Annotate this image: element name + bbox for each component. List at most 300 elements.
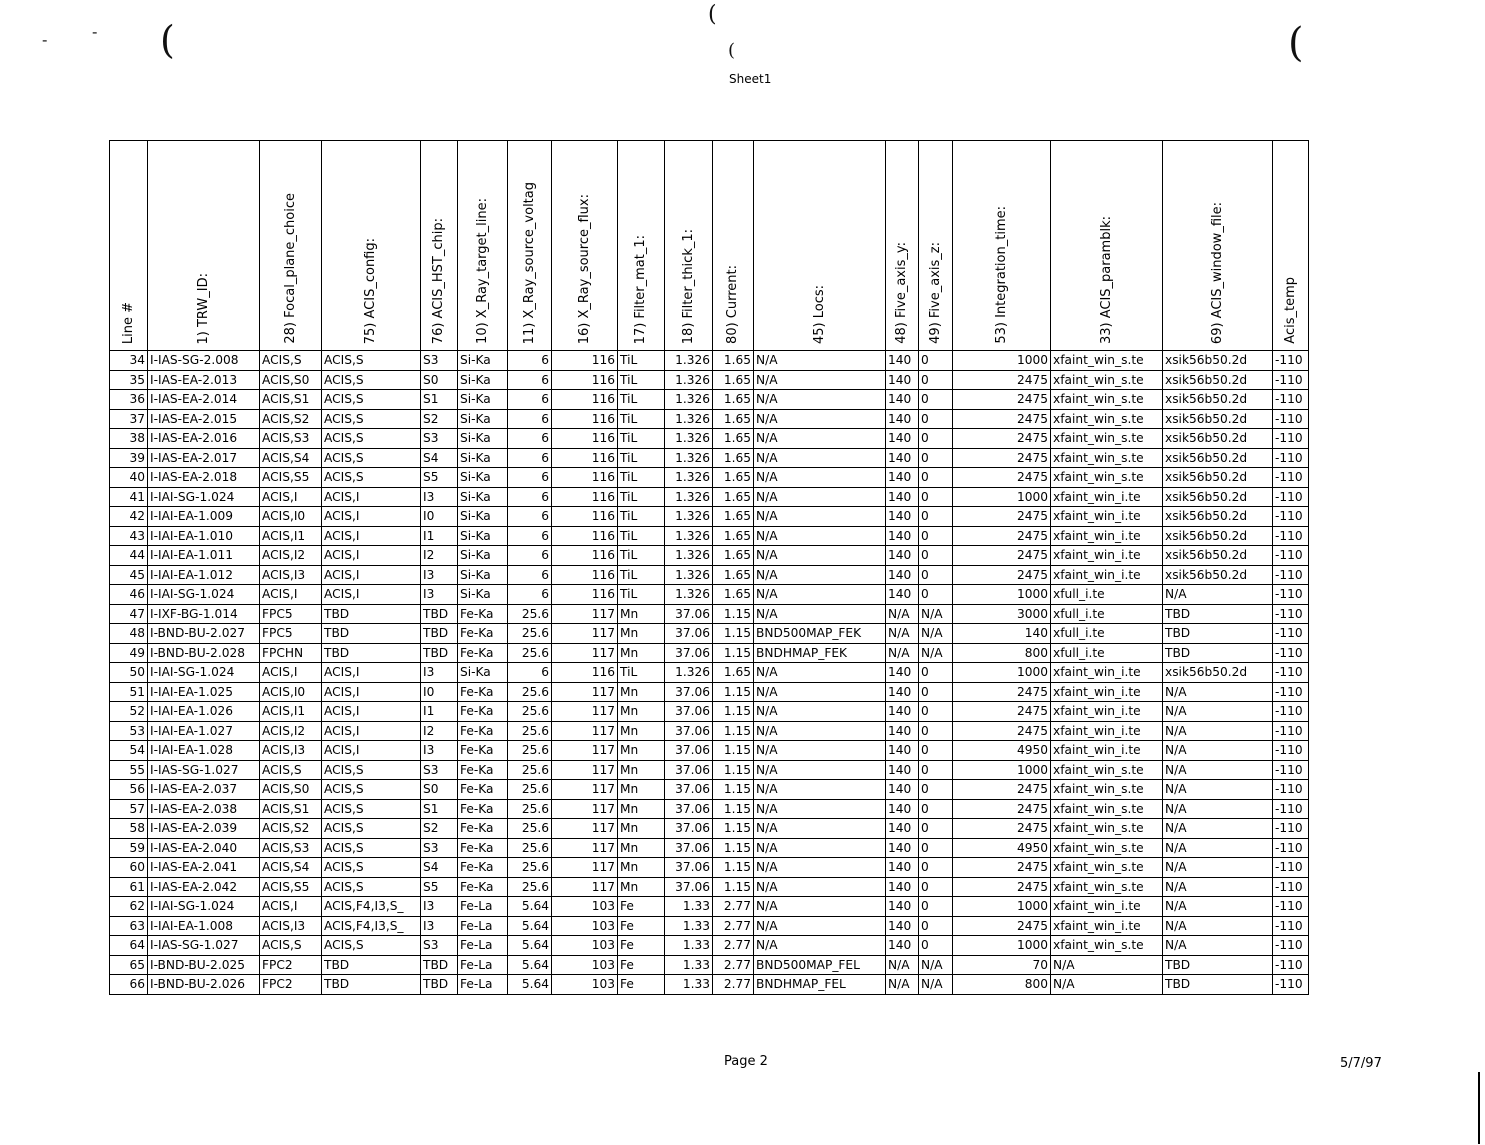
- table-cell: ACIS,I: [260, 585, 322, 605]
- table-cell: 117: [552, 838, 618, 858]
- table-cell: 6: [508, 370, 552, 390]
- table-cell: 140: [886, 741, 919, 761]
- table-cell: 41: [110, 487, 148, 507]
- table-cell: 25.6: [508, 702, 552, 722]
- table-cell: ACIS,I: [322, 565, 421, 585]
- table-cell: xfaint_win_i.te: [1051, 487, 1163, 507]
- table-cell: 1.326: [665, 585, 713, 605]
- table-cell: 140: [886, 760, 919, 780]
- table-cell: 55: [110, 760, 148, 780]
- table-cell: TiL: [618, 468, 665, 488]
- table-cell: Si-Ka: [458, 468, 508, 488]
- table-cell: 140: [886, 546, 919, 566]
- table-cell: xfull_i.te: [1051, 604, 1163, 624]
- table-cell: 1.326: [665, 663, 713, 683]
- table-cell: I-IAS-EA-2.018: [148, 468, 260, 488]
- table-cell: 117: [552, 702, 618, 722]
- table-cell: -110: [1273, 819, 1309, 839]
- table-cell: 0: [919, 546, 953, 566]
- table-cell: 1.15: [713, 643, 754, 663]
- table-cell: 25.6: [508, 799, 552, 819]
- table-cell: S5: [421, 468, 458, 488]
- table-cell: 2475: [953, 429, 1051, 449]
- table-cell: -110: [1273, 546, 1309, 566]
- column-header-label: 76) ACIS_HST_chip:: [431, 217, 446, 344]
- table-cell: 2475: [953, 390, 1051, 410]
- table-cell: 1.65: [713, 429, 754, 449]
- table-cell: Fe: [618, 897, 665, 917]
- column-header-label: 80) Current:: [725, 265, 740, 344]
- table-cell: xfaint_win_i.te: [1051, 741, 1163, 761]
- table-cell: I0: [421, 682, 458, 702]
- table-cell: 140: [886, 390, 919, 410]
- table-cell: Mn: [618, 799, 665, 819]
- table-cell: Mn: [618, 741, 665, 761]
- table-cell: 140: [886, 351, 919, 371]
- table-cell: Si-Ka: [458, 390, 508, 410]
- table-cell: 37.06: [665, 877, 713, 897]
- table-cell: I3: [421, 565, 458, 585]
- table-cell: -110: [1273, 877, 1309, 897]
- table-row: [110, 877, 1309, 897]
- table-cell: TiL: [618, 585, 665, 605]
- table-cell: I-IAI-EA-1.028: [148, 741, 260, 761]
- table-cell: ACIS,I: [322, 546, 421, 566]
- table-cell: 0: [919, 858, 953, 878]
- table-cell: I-IAS-EA-2.014: [148, 390, 260, 410]
- table-cell: 140: [886, 370, 919, 390]
- table-cell: 0: [919, 916, 953, 936]
- table-cell: 116: [552, 663, 618, 683]
- table-cell: 0: [919, 390, 953, 410]
- table-cell: 2475: [953, 565, 1051, 585]
- table-cell: -110: [1273, 487, 1309, 507]
- table-cell: Fe-Ka: [458, 819, 508, 839]
- table-cell: I-IAS-EA-2.038: [148, 799, 260, 819]
- table-row: [110, 409, 1309, 429]
- table-cell: I2: [421, 721, 458, 741]
- spreadsheet-table: [109, 140, 1309, 995]
- table-cell: 0: [919, 819, 953, 839]
- table-cell: TBD: [1163, 955, 1273, 975]
- table-cell: I-IAI-EA-1.010: [148, 526, 260, 546]
- table-cell: TBD: [1163, 975, 1273, 995]
- table-cell: 116: [552, 507, 618, 527]
- table-cell: N/A: [754, 760, 886, 780]
- table-cell: TiL: [618, 546, 665, 566]
- table-cell: 6: [508, 565, 552, 585]
- table-cell: N/A: [754, 858, 886, 878]
- table-cell: N/A: [1051, 955, 1163, 975]
- table-cell: 0: [919, 721, 953, 741]
- table-cell: Si-Ka: [458, 370, 508, 390]
- table-cell: 59: [110, 838, 148, 858]
- table-cell: TBD: [322, 604, 421, 624]
- table-cell: I0: [421, 507, 458, 527]
- table-cell: 2475: [953, 370, 1051, 390]
- table-cell: N/A: [1163, 858, 1273, 878]
- table-cell: TiL: [618, 370, 665, 390]
- column-header: [1051, 141, 1163, 351]
- table-cell: ACIS,F4,I3,S_: [322, 916, 421, 936]
- table-cell: 1.33: [665, 955, 713, 975]
- table-cell: ACIS,S: [322, 858, 421, 878]
- table-cell: 1.326: [665, 351, 713, 371]
- column-header: [886, 141, 919, 351]
- table-row: [110, 663, 1309, 683]
- table-cell: 6: [508, 507, 552, 527]
- table-cell: 1.15: [713, 780, 754, 800]
- table-cell: S5: [421, 877, 458, 897]
- table-cell: S1: [421, 390, 458, 410]
- table-cell: xfaint_win_i.te: [1051, 897, 1163, 917]
- table-cell: I-BND-BU-2.027: [148, 624, 260, 644]
- column-header-label: 17) Filter_mat_1:: [633, 234, 648, 344]
- table-cell: ACIS,S3: [260, 429, 322, 449]
- table-cell: 5.64: [508, 916, 552, 936]
- punch-mark-center: (: [728, 40, 736, 61]
- table-cell: ACIS,S1: [260, 390, 322, 410]
- table-row: [110, 526, 1309, 546]
- table-cell: 2.77: [713, 916, 754, 936]
- table-cell: FPCHN: [260, 643, 322, 663]
- table-cell: ACIS,S0: [260, 780, 322, 800]
- table-cell: N/A: [1163, 838, 1273, 858]
- column-header-label: Acis_temp: [1282, 277, 1298, 344]
- table-cell: I-IAI-EA-1.026: [148, 702, 260, 722]
- table-cell: 1.33: [665, 975, 713, 995]
- table-cell: 116: [552, 565, 618, 585]
- table-cell: ACIS,S: [322, 390, 421, 410]
- table-cell: xfaint_win_s.te: [1051, 409, 1163, 429]
- table-cell: 64: [110, 936, 148, 956]
- table-cell: N/A: [1163, 799, 1273, 819]
- scan-speck-1: -: [42, 30, 48, 49]
- table-cell: I-IAS-SG-1.027: [148, 760, 260, 780]
- table-cell: I-IAI-EA-1.011: [148, 546, 260, 566]
- table-cell: 40: [110, 468, 148, 488]
- column-header-label: Line #: [120, 301, 136, 344]
- table-cell: 116: [552, 429, 618, 449]
- table-cell: ACIS,S: [322, 936, 421, 956]
- table-cell: 116: [552, 526, 618, 546]
- table-cell: xsik56b50.2d: [1163, 448, 1273, 468]
- table-cell: Si-Ka: [458, 565, 508, 585]
- table-cell: 117: [552, 877, 618, 897]
- table-cell: xfaint_win_i.te: [1051, 526, 1163, 546]
- table-cell: 66: [110, 975, 148, 995]
- table-cell: Si-Ka: [458, 448, 508, 468]
- table-cell: Fe-La: [458, 897, 508, 917]
- table-cell: S3: [421, 429, 458, 449]
- table-cell: S1: [421, 799, 458, 819]
- table-cell: ACIS,I: [260, 897, 322, 917]
- table-cell: Fe-Ka: [458, 643, 508, 663]
- column-header-label: 75) ACIS_config:: [363, 237, 378, 344]
- table-cell: 0: [919, 780, 953, 800]
- table-cell: 117: [552, 799, 618, 819]
- table-cell: -110: [1273, 955, 1309, 975]
- table-cell: 2475: [953, 546, 1051, 566]
- table-cell: I-BND-BU-2.026: [148, 975, 260, 995]
- table-cell: -110: [1273, 682, 1309, 702]
- table-cell: 25.6: [508, 604, 552, 624]
- table-cell: S4: [421, 448, 458, 468]
- table-cell: 2.77: [713, 897, 754, 917]
- table-cell: ACIS,S3: [260, 838, 322, 858]
- table-cell: Si-Ka: [458, 526, 508, 546]
- table-body: [110, 351, 1309, 995]
- table-cell: I-IAI-EA-1.008: [148, 916, 260, 936]
- table-cell: 116: [552, 585, 618, 605]
- table-cell: -110: [1273, 721, 1309, 741]
- table-cell: 1000: [953, 487, 1051, 507]
- table-cell: 140: [886, 838, 919, 858]
- table-cell: 2475: [953, 819, 1051, 839]
- table-row: [110, 682, 1309, 702]
- table-cell: 2.77: [713, 955, 754, 975]
- table-cell: xsik56b50.2d: [1163, 370, 1273, 390]
- table-cell: N/A: [1163, 877, 1273, 897]
- table-cell: 2475: [953, 916, 1051, 936]
- table-cell: Fe: [618, 975, 665, 995]
- table-cell: xfaint_win_i.te: [1051, 507, 1163, 527]
- table-cell: I-IAI-SG-1.024: [148, 897, 260, 917]
- table-cell: N/A: [754, 702, 886, 722]
- table-cell: N/A: [1163, 741, 1273, 761]
- table-cell: ACIS,I3: [260, 565, 322, 585]
- table-cell: 117: [552, 741, 618, 761]
- table-cell: 116: [552, 390, 618, 410]
- table-cell: ACIS,I2: [260, 546, 322, 566]
- table-cell: -110: [1273, 799, 1309, 819]
- table-cell: N/A: [754, 351, 886, 371]
- table-cell: 1.33: [665, 897, 713, 917]
- table-cell: N/A: [919, 604, 953, 624]
- table-cell: 25.6: [508, 858, 552, 878]
- table-cell: -110: [1273, 370, 1309, 390]
- table-cell: TBD: [1163, 604, 1273, 624]
- table-cell: 1.65: [713, 390, 754, 410]
- table-cell: 0: [919, 799, 953, 819]
- table-cell: N/A: [886, 955, 919, 975]
- table-cell: 63: [110, 916, 148, 936]
- table-cell: ACIS,I: [322, 741, 421, 761]
- table-cell: 117: [552, 682, 618, 702]
- table-cell: 6: [508, 429, 552, 449]
- scan-speck-2: -: [92, 22, 98, 41]
- table-cell: 25.6: [508, 682, 552, 702]
- table-cell: S3: [421, 760, 458, 780]
- table-cell: Fe-Ka: [458, 838, 508, 858]
- table-cell: ACIS,I: [322, 585, 421, 605]
- table-cell: Mn: [618, 682, 665, 702]
- table-cell: 54: [110, 741, 148, 761]
- table-cell: 37.06: [665, 741, 713, 761]
- table-cell: -110: [1273, 526, 1309, 546]
- table-cell: ACIS,S: [260, 760, 322, 780]
- table-cell: 6: [508, 526, 552, 546]
- table-cell: 0: [919, 429, 953, 449]
- table-cell: TiL: [618, 526, 665, 546]
- table-cell: I-IAS-EA-2.041: [148, 858, 260, 878]
- table-cell: 1.65: [713, 487, 754, 507]
- table-cell: 117: [552, 643, 618, 663]
- table-cell: N/A: [1163, 819, 1273, 839]
- table-cell: I-IAS-SG-1.027: [148, 936, 260, 956]
- table-cell: N/A: [754, 370, 886, 390]
- table-cell: 49: [110, 643, 148, 663]
- table-cell: N/A: [886, 643, 919, 663]
- table-cell: TBD: [322, 975, 421, 995]
- table-cell: S0: [421, 780, 458, 800]
- table-cell: xsik56b50.2d: [1163, 351, 1273, 371]
- table-cell: TBD: [322, 643, 421, 663]
- table-cell: BND500MAP_FEK: [754, 624, 886, 644]
- table-cell: I2: [421, 546, 458, 566]
- table-cell: Si-Ka: [458, 487, 508, 507]
- table-cell: Mn: [618, 838, 665, 858]
- table-cell: 140: [886, 468, 919, 488]
- table-cell: FPC5: [260, 604, 322, 624]
- column-header-label: 11) X_Ray_source_voltag: [521, 181, 537, 344]
- table-cell: 116: [552, 370, 618, 390]
- table-cell: Mn: [618, 760, 665, 780]
- table-cell: 37: [110, 409, 148, 429]
- table-cell: -110: [1273, 585, 1309, 605]
- table-cell: N/A: [919, 624, 953, 644]
- table-row: [110, 702, 1309, 722]
- column-header-label: 33) ACIS_paramblk:: [1098, 215, 1114, 344]
- table-cell: N/A: [754, 604, 886, 624]
- table-cell: 117: [552, 760, 618, 780]
- table-cell: FPC2: [260, 975, 322, 995]
- table-cell: Mn: [618, 702, 665, 722]
- table-cell: S3: [421, 936, 458, 956]
- table-cell: 1.326: [665, 526, 713, 546]
- table-row: [110, 760, 1309, 780]
- table-cell: Mn: [618, 721, 665, 741]
- table-cell: TBD: [1163, 624, 1273, 644]
- table-cell: ACIS,S: [322, 429, 421, 449]
- table-row: [110, 507, 1309, 527]
- table-cell: ACIS,S0: [260, 370, 322, 390]
- table-cell: I-IAS-EA-2.017: [148, 448, 260, 468]
- table-cell: I-IAI-EA-1.025: [148, 682, 260, 702]
- table-cell: 116: [552, 409, 618, 429]
- table-cell: 1000: [953, 760, 1051, 780]
- table-cell: S2: [421, 819, 458, 839]
- table-cell: 6: [508, 409, 552, 429]
- table-cell: 103: [552, 936, 618, 956]
- table-cell: N/A: [919, 975, 953, 995]
- table-cell: S3: [421, 838, 458, 858]
- table-cell: I3: [421, 487, 458, 507]
- table-cell: xfaint_win_i.te: [1051, 721, 1163, 741]
- table-cell: 140: [886, 507, 919, 527]
- table-cell: 1.326: [665, 487, 713, 507]
- table-cell: 6: [508, 546, 552, 566]
- table-cell: 35: [110, 370, 148, 390]
- table-cell: 0: [919, 702, 953, 722]
- table-cell: ACIS,S: [260, 351, 322, 371]
- table-cell: 42: [110, 507, 148, 527]
- column-header-label: 10) X_Ray_target_line:: [474, 198, 490, 344]
- table-cell: 60: [110, 858, 148, 878]
- table-cell: ACIS,S5: [260, 877, 322, 897]
- table-cell: Mn: [618, 643, 665, 663]
- column-header: [1273, 141, 1309, 351]
- table-cell: 103: [552, 955, 618, 975]
- table-cell: 116: [552, 487, 618, 507]
- table-cell: 103: [552, 975, 618, 995]
- table-cell: 800: [953, 975, 1051, 995]
- table-cell: N/A: [754, 663, 886, 683]
- table-cell: 1.326: [665, 546, 713, 566]
- table-cell: N/A: [754, 448, 886, 468]
- table-cell: 70: [953, 955, 1051, 975]
- table-cell: 6: [508, 468, 552, 488]
- table-cell: S3: [421, 351, 458, 371]
- table-cell: Fe-Ka: [458, 682, 508, 702]
- table-cell: Fe-Ka: [458, 760, 508, 780]
- table-cell: -110: [1273, 565, 1309, 585]
- table-cell: N/A: [754, 721, 886, 741]
- table-cell: Fe-La: [458, 975, 508, 995]
- table-cell: ACIS,S: [322, 799, 421, 819]
- table-cell: ACIS,I2: [260, 721, 322, 741]
- column-header: [754, 141, 886, 351]
- table-cell: 37.06: [665, 799, 713, 819]
- table-cell: 1.65: [713, 546, 754, 566]
- table-cell: xfaint_win_s.te: [1051, 429, 1163, 449]
- table-cell: N/A: [754, 799, 886, 819]
- table-cell: 1.15: [713, 799, 754, 819]
- column-header-label: 1) TRW_ID:: [195, 272, 211, 344]
- table-cell: 800: [953, 643, 1051, 663]
- table-cell: 1.15: [713, 604, 754, 624]
- table-cell: -110: [1273, 643, 1309, 663]
- table-cell: I-IAI-SG-1.024: [148, 663, 260, 683]
- table-cell: 140: [886, 877, 919, 897]
- table-cell: TiL: [618, 429, 665, 449]
- table-row: [110, 585, 1309, 605]
- table-cell: 0: [919, 877, 953, 897]
- table-cell: N/A: [1163, 916, 1273, 936]
- table-cell: I3: [421, 897, 458, 917]
- table-row: [110, 487, 1309, 507]
- table-header-row: [110, 141, 1309, 351]
- table-cell: 25.6: [508, 877, 552, 897]
- page-number: Page 2: [724, 1054, 768, 1069]
- table-cell: N/A: [1163, 936, 1273, 956]
- table-cell: ACIS,S2: [260, 409, 322, 429]
- table-cell: I-IAS-SG-2.008: [148, 351, 260, 371]
- table-cell: N/A: [754, 507, 886, 527]
- table-cell: -110: [1273, 507, 1309, 527]
- print-date: 5/7/97: [1340, 1056, 1382, 1071]
- table-cell: TBD: [322, 624, 421, 644]
- table-cell: 1.65: [713, 468, 754, 488]
- table-cell: N/A: [754, 936, 886, 956]
- table-cell: I-IAS-EA-2.040: [148, 838, 260, 858]
- table-cell: 1.15: [713, 682, 754, 702]
- table-cell: 1.15: [713, 760, 754, 780]
- table-cell: N/A: [1163, 721, 1273, 741]
- table-cell: S0: [421, 370, 458, 390]
- table-cell: 0: [919, 663, 953, 683]
- table-cell: xfaint_win_s.te: [1051, 468, 1163, 488]
